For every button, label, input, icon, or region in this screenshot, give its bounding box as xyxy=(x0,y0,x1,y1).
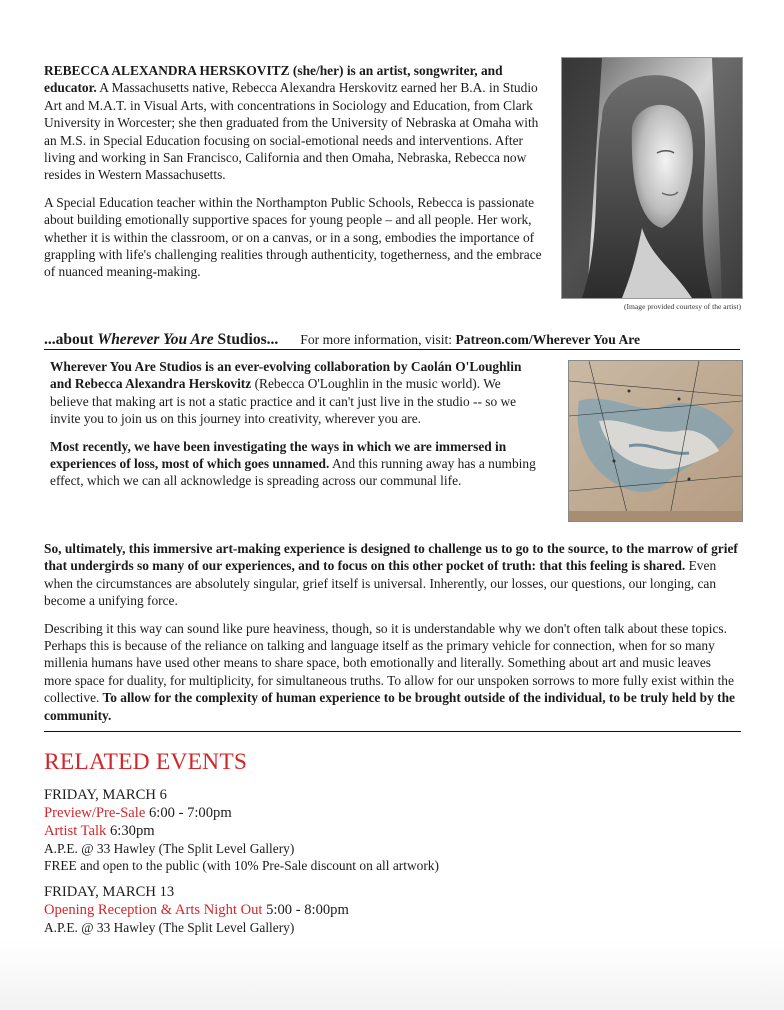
event-label: Preview/Pre-Sale xyxy=(44,805,146,821)
event-label: Opening Reception & Arts Night Out xyxy=(44,902,263,918)
event-march-6 xyxy=(44,787,741,874)
event-venue: A.P.E. @ 33 Hawley (The Split Level Gallery) xyxy=(44,920,295,935)
events-list xyxy=(44,787,741,945)
about-title: ...about Wherever You Are Studios... xyxy=(44,331,279,348)
artwork-image xyxy=(568,360,743,522)
section-divider-top xyxy=(44,349,740,350)
event-line xyxy=(44,901,741,919)
about-section-header xyxy=(44,331,740,348)
event-note: FREE and open to the public (with 10% Pre-Sale discount on all artwork) xyxy=(44,858,439,873)
bio-paragraph-2: A Special Education teacher within the Northampton Public Schools, Rebecca is passionate about building emotionally supportive spaces for young people – and all people. Her work, whether it is within the classroom, or on a canvas, or in a song, embodies the importance of grappling with life's challenging realities through authenticity, togetherness, and the embrace of nuanced meaning-making. xyxy=(44,194,542,280)
related-events-heading: RELATED EVENTS xyxy=(44,749,248,775)
artist-portrait-photo xyxy=(561,57,743,299)
section-divider-bottom xyxy=(44,731,741,732)
bio-lead: (she/her) is an artist, songwriter, and educator. xyxy=(44,63,503,96)
bio-paragraph-1 xyxy=(44,62,544,184)
event-label: Artist Talk xyxy=(44,823,107,839)
studios-description xyxy=(50,358,538,500)
studios-paragraph-1: Wherever You Are Studios is an ever-evolving collaboration by Caolán O'Loughlin and Rebecca Alexandra Herskovitz (Rebecca O'Loughlin in the music world). We believe that making art is not a static practice and it can't just live in the studio -- so we invite you to join us on this journey into creativity, wherever you are. xyxy=(50,359,522,427)
bio-para1-text: A Massachusetts native, Rebecca Alexandra Herskovitz earned her B.A. in Studio Art and M.A.T. in Visual Arts, with concentrations in Sociology and Education, from Clark University in Worcester; she then graduated from the University of Nebraska at Omaha with an M.S. in Special Education focusing on social-emotional needs and interventions. After living and working in San Francisco, California and then Omaha, Nebraska, Rebecca now resides in Western Massachusetts. xyxy=(44,80,539,183)
full-paragraph-1: So, ultimately, this immersive art-making experience is designed to challenge us to go to the source, to the marrow of grief that undergirds so many of our experiences, and to focus on this other pocket of truth: that this feeling is shared. Even when the circumstances are absolutely singular, grief itself is universal. Inherently, our losses, our questions, our longing, can become a unifying force. xyxy=(44,541,738,609)
event-venue: A.P.E. @ 33 Hawley (The Split Level Gallery) xyxy=(44,841,295,856)
studios-paragraph-2: Most recently, we have been investigating the ways in which we are immersed in experiences of loss, most of which goes unnamed. And this running away has a numbing effect, which we can all acknowledge is spreading across our communal life. xyxy=(50,438,536,489)
photo-caption: (Image provided courtesy of the artist) xyxy=(623,302,741,311)
event-date: FRIDAY, MARCH 13 xyxy=(44,884,175,900)
full-paragraph-2: Describing it this way can sound like pure heaviness, though, so it is understandable why we don't often talk about these topics. Perhaps this is because of the reliance on talking and language itself as the primary vehicle for connection, when for so many millenia humans have used other means to share space, both emotionally and literally. Something about art and music leaves more space for duality, for multiplicity, for simultaneous truths. To allow for our unspoken sorrows to more fully exist within the collective. To allow for the complexity of human experience to be brought outside of the individual, to be truly held by the community. xyxy=(44,620,735,723)
artwork-painting xyxy=(569,361,742,521)
artist-bio xyxy=(44,62,544,291)
event-time: 6:00 - 7:00pm xyxy=(145,805,232,821)
page-bottom-fade xyxy=(0,940,784,1010)
artist-name: REBECCA ALEXANDRA HERSKOVITZ xyxy=(44,63,290,78)
event-march-13 xyxy=(44,884,741,936)
visit-text: For more information, visit: xyxy=(300,332,456,347)
event-line xyxy=(44,804,741,822)
event-time: 6:30pm xyxy=(106,823,155,839)
event-time: 5:00 - 8:00pm xyxy=(262,902,349,918)
event-date: FRIDAY, MARCH 6 xyxy=(44,787,167,803)
grief-description xyxy=(44,540,741,734)
event-line xyxy=(44,822,741,840)
portrait-image xyxy=(562,58,742,298)
patreon-link[interactable]: Patreon.com/Wherever You Are xyxy=(455,332,641,347)
